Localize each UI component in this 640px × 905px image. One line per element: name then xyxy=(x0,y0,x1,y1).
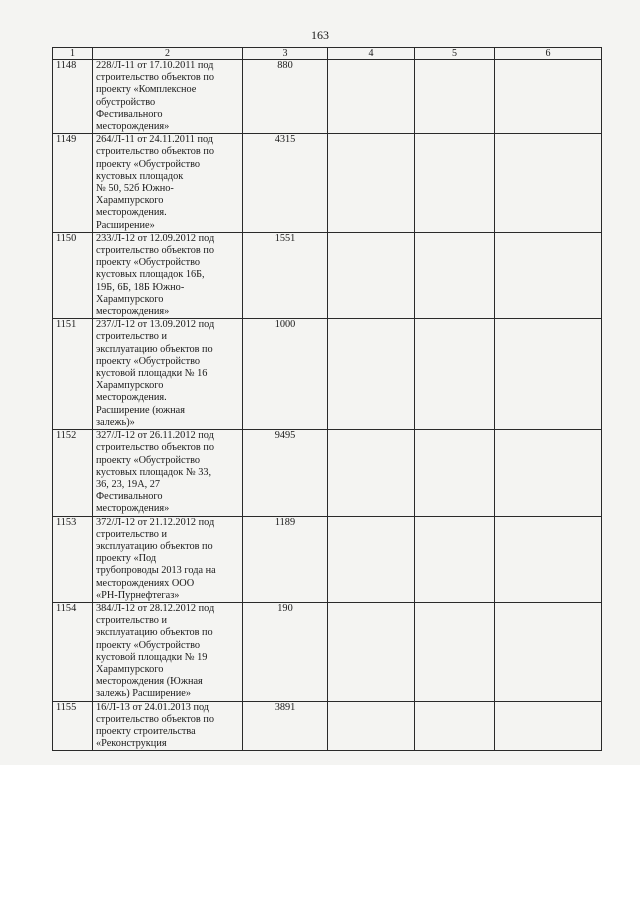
area-value: 3891 xyxy=(243,701,328,751)
lease-description: 228/Л-11 от 17.10.2011 под строительство объектов по проекту «Комплексное обустройство Фестивального месторождения» xyxy=(93,60,243,134)
column-header-3: 3 xyxy=(243,48,328,60)
cell-col4 xyxy=(328,134,415,233)
land-plot-table xyxy=(52,47,602,751)
lease-description: 264/Л-11 от 24.11.2011 под строительство объектов по проекту «Обустройство кустовых площадок № 50, 52б Южно- Харампурского месторождения. Расширение» xyxy=(93,134,243,233)
cell-col6 xyxy=(495,232,602,318)
lease-description: 384/Л-12 от 28.12.2012 под строительство и эксплуатацию объектов по проекту «Обустройство кустовой площадки № 19 Харампурского месторождения (Южная залежь) Расширение» xyxy=(93,602,243,701)
table-row xyxy=(53,430,602,516)
cell-col5 xyxy=(415,319,495,430)
area-value: 1189 xyxy=(243,516,328,602)
row-number: 1151 xyxy=(53,319,93,430)
cell-col5 xyxy=(415,430,495,516)
cell-col4 xyxy=(328,319,415,430)
cell-col4 xyxy=(328,516,415,602)
lease-description: 16/Л-13 от 24.01.2013 под строительство объектов по проекту строительства «Реконструкция xyxy=(93,701,243,751)
cell-col5 xyxy=(415,60,495,134)
cell-col6 xyxy=(495,602,602,701)
cell-col6 xyxy=(495,319,602,430)
area-value: 1000 xyxy=(243,319,328,430)
lease-description: 372/Л-12 от 21.12.2012 под строительство и эксплуатацию объектов по проекту «Под трубопроводы 2013 года на месторождениях ООО «РН-Пурнефтегаз» xyxy=(93,516,243,602)
area-value: 190 xyxy=(243,602,328,701)
cell-col4 xyxy=(328,232,415,318)
row-number: 1148 xyxy=(53,60,93,134)
cell-col5 xyxy=(415,134,495,233)
row-number: 1155 xyxy=(53,701,93,751)
column-header-1: 1 xyxy=(53,48,93,60)
table-row xyxy=(53,134,602,233)
table-row xyxy=(53,232,602,318)
area-value: 9495 xyxy=(243,430,328,516)
row-number: 1154 xyxy=(53,602,93,701)
row-number: 1153 xyxy=(53,516,93,602)
table-row xyxy=(53,701,602,751)
column-header-6: 6 xyxy=(495,48,602,60)
table-row xyxy=(53,516,602,602)
cell-col6 xyxy=(495,430,602,516)
table-row xyxy=(53,602,602,701)
row-number: 1150 xyxy=(53,232,93,318)
column-header-row xyxy=(53,48,602,60)
cell-col5 xyxy=(415,516,495,602)
cell-col6 xyxy=(495,516,602,602)
cell-col5 xyxy=(415,602,495,701)
column-header-2: 2 xyxy=(93,48,243,60)
cell-col4 xyxy=(328,701,415,751)
column-header-5: 5 xyxy=(415,48,495,60)
column-header-4: 4 xyxy=(328,48,415,60)
cell-col6 xyxy=(495,60,602,134)
area-value: 1551 xyxy=(243,232,328,318)
cell-col4 xyxy=(328,430,415,516)
page-number: 163 xyxy=(311,28,329,42)
cell-col6 xyxy=(495,701,602,751)
cell-col4 xyxy=(328,602,415,701)
cell-col6 xyxy=(495,134,602,233)
lease-description: 237/Л-12 от 13.09.2012 под строительство и эксплуатацию объектов по проекту «Обустройство кустовой площадки № 16 Харампурского месторождения. Расширение (южная залежь)» xyxy=(93,319,243,430)
row-number: 1149 xyxy=(53,134,93,233)
lease-description: 233/Л-12 от 12.09.2012 под строительство объектов по проекту «Обустройство кустовых площадок 16Б, 19Б, 6Б, 18Б Южно- Харампурского месторождения» xyxy=(93,232,243,318)
area-value: 880 xyxy=(243,60,328,134)
cell-col5 xyxy=(415,701,495,751)
lease-description: 327/Л-12 от 26.11.2012 под строительство объектов по проекту «Обустройство кустовых площадок № 33, 36, 23, 19А, 27 Фестивального месторождения» xyxy=(93,430,243,516)
row-number: 1152 xyxy=(53,430,93,516)
area-value: 4315 xyxy=(243,134,328,233)
cell-col4 xyxy=(328,60,415,134)
table-row xyxy=(53,319,602,430)
cell-col5 xyxy=(415,232,495,318)
table-row xyxy=(53,60,602,134)
